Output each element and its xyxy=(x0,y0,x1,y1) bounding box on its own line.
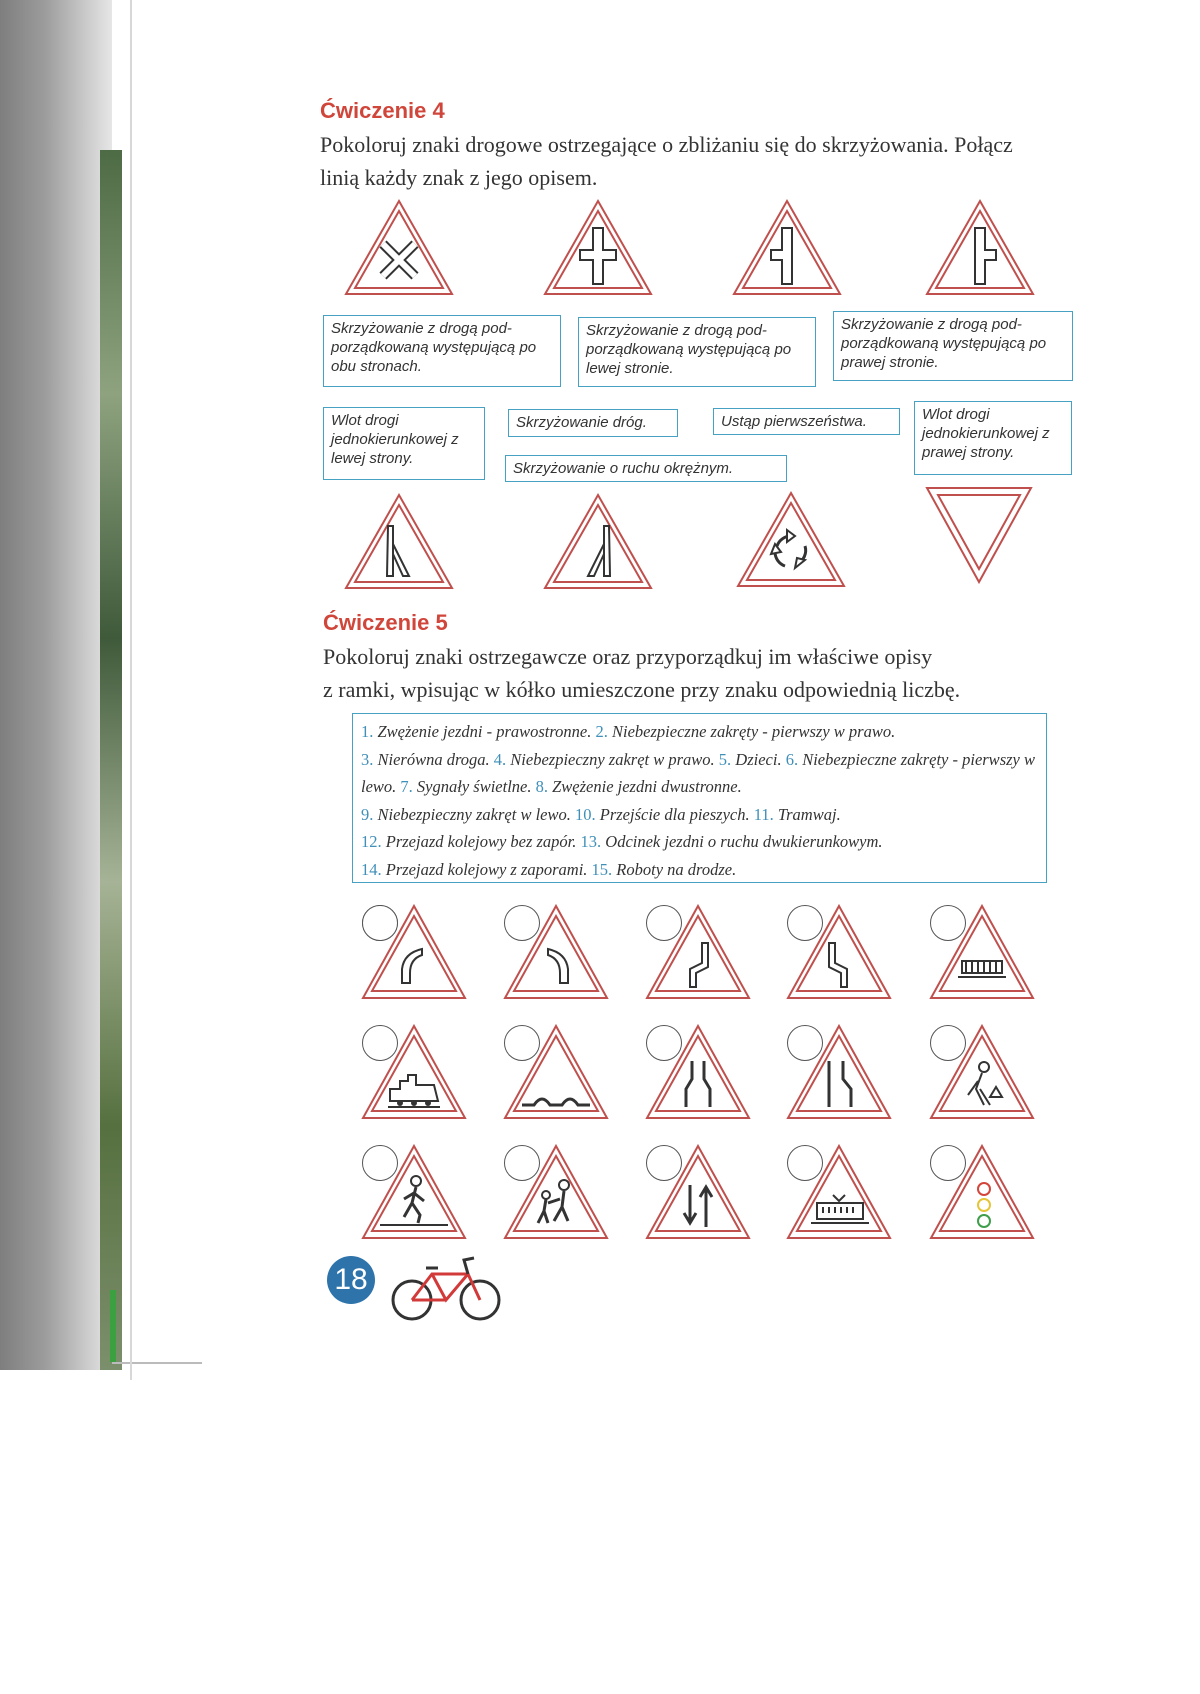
answer-circle-10[interactable] xyxy=(930,1025,966,1061)
spine-bottom-line xyxy=(112,1362,202,1364)
legend-num-4: 4. xyxy=(493,749,507,769)
legend-text-1: Zwężenie jezdni - prawostronne. xyxy=(377,722,592,741)
answer-circle-4[interactable] xyxy=(787,905,823,941)
descriptions-legend xyxy=(352,713,1047,883)
legend-text-9: Niebezpieczny zakręt w lewo. xyxy=(377,804,571,824)
legend-text-10: Przejście dla pieszych. xyxy=(599,804,750,824)
legend-text-13: Odcinek jezdni o ruchu dwukierunkowym. xyxy=(605,832,883,851)
answer-circle-13[interactable] xyxy=(646,1145,682,1181)
book-spine xyxy=(0,0,112,1370)
answer-circle-6[interactable] xyxy=(362,1025,398,1061)
legend-num-3: 3. xyxy=(361,749,374,769)
description-box-7: Wlot drogi jednokierunkowej z prawej strony. xyxy=(914,401,1072,475)
legend-num-9: 9. xyxy=(361,804,374,824)
crossroads-x-icon xyxy=(343,198,455,298)
answer-circle-2[interactable] xyxy=(504,905,540,941)
legend-text-2: Niebezpieczne zakręty - pierwszy w prawo. xyxy=(612,722,896,741)
answer-circle-8[interactable] xyxy=(646,1025,682,1061)
legend-text-14: Przejazd kolejowy z zaporami. xyxy=(385,859,588,879)
legend-num-1: 1. xyxy=(361,722,374,741)
description-box-8: Skrzyżowanie o ruchu okrężnym. xyxy=(505,455,787,482)
legend-text-6: Niebezpieczne zakręty - pierwszy w lewo. xyxy=(361,749,1035,796)
legend-num-7: 7. xyxy=(400,777,413,796)
answer-circle-3[interactable] xyxy=(646,905,682,941)
legend-num-12: 12. xyxy=(361,832,382,851)
answer-circle-1[interactable] xyxy=(362,905,398,941)
legend-text-3: Nierówna droga. xyxy=(377,749,490,769)
description-box-5: Skrzyżowanie dróg. xyxy=(508,409,678,437)
answer-circle-9[interactable] xyxy=(787,1025,823,1061)
legend-num-11: 11. xyxy=(753,804,774,824)
page-edge xyxy=(130,0,132,1380)
page-number-badge: 18 xyxy=(327,1256,375,1304)
legend-text-5: Dzieci. xyxy=(735,749,782,769)
answer-circle-5[interactable] xyxy=(930,905,966,941)
exercise-5-instruction-line2: z ramki, wpisując w kółko umieszczone przy znaku odpowiednią liczbę. xyxy=(323,677,961,702)
answer-circle-14[interactable] xyxy=(787,1145,823,1181)
exercise-4-instruction-line1: Pokoloruj znaki drogowe ostrzegające o zbliżaniu się do skrzyżowania. Połącz xyxy=(320,132,1013,157)
description-box-1: Skrzyżowanie z drogą pod-porządkowaną występującą po obu stronach. xyxy=(323,315,561,387)
legend-num-5: 5. xyxy=(718,749,732,769)
legend-text-12: Przejazd kolejowy bez zapór. xyxy=(385,832,577,851)
description-box-3: Skrzyżowanie z drogą pod-porządkowaną występującą po prawej stronie. xyxy=(833,311,1073,381)
spine-green-mark xyxy=(110,1290,116,1362)
crossroad-right-icon xyxy=(924,198,1036,298)
one-way-right-icon xyxy=(542,492,654,592)
legend-num-8: 8. xyxy=(535,777,548,796)
answer-circle-11[interactable] xyxy=(362,1145,398,1181)
legend-num-13: 13. xyxy=(580,832,602,851)
exercise-4-title: Ćwiczenie 4 xyxy=(320,98,445,123)
legend-text-4: Niebezpieczny zakręt w prawo. xyxy=(510,749,715,769)
legend-num-10: 10. xyxy=(575,804,596,824)
legend-num-6: 6. xyxy=(785,749,799,769)
crossroads-both-sides-icon xyxy=(542,198,654,298)
roundabout-icon xyxy=(735,490,847,590)
legend-num-2: 2. xyxy=(595,722,608,741)
legend-num-15: 15. xyxy=(591,859,613,879)
crossroad-left-icon xyxy=(731,198,843,298)
description-box-2: Skrzyżowanie z drogą pod-porządkowaną występującą po lewej stronie. xyxy=(578,317,816,387)
spine-photo-strip xyxy=(100,150,122,1370)
yield-icon xyxy=(924,485,1034,585)
legend-num-14: 14. xyxy=(361,859,382,879)
exercise-4-instruction-line2: linią każdy znak z jego opisem. xyxy=(320,165,598,190)
exercise-5-title: Ćwiczenie 5 xyxy=(323,610,448,635)
legend-text-8: Zwężenie jezdni dwustronne. xyxy=(552,777,742,796)
bicycle-icon xyxy=(390,1252,502,1322)
answer-circle-15[interactable] xyxy=(930,1145,966,1181)
one-way-left-icon xyxy=(343,492,455,592)
legend-text-15: Roboty na drodze. xyxy=(616,859,737,879)
answer-circle-7[interactable] xyxy=(504,1025,540,1061)
description-box-4: Wlot drogi jednokierunkowej z lewej strony. xyxy=(323,407,485,480)
legend-text-11: Tramwaj. xyxy=(777,804,841,824)
exercise-5-instruction-line1: Pokoloruj znaki ostrzegawcze oraz przyporządkuj im właściwe opisy xyxy=(323,644,933,669)
legend-text-7: Sygnały świetlne. xyxy=(416,777,532,796)
answer-circle-12[interactable] xyxy=(504,1145,540,1181)
description-box-6: Ustąp pierwszeństwa. xyxy=(713,408,900,435)
